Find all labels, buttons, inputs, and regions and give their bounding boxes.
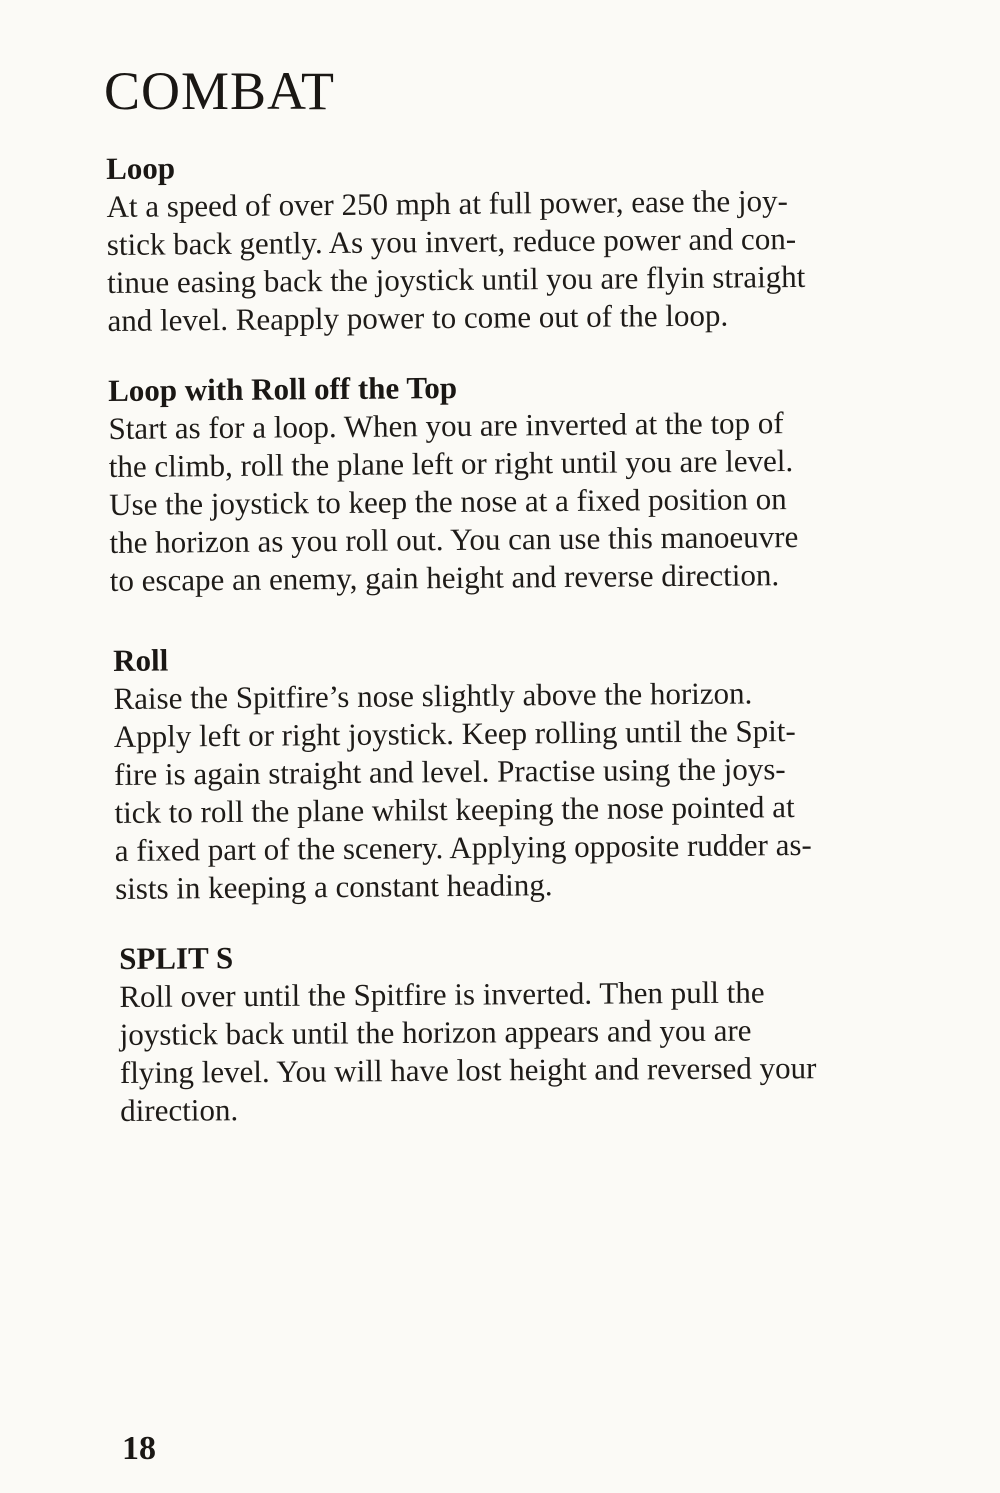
body-line: At a speed of over 250 mph at full power, ease the joy-: [106, 183, 789, 224]
section-loop-with-roll: [108, 365, 930, 600]
body-line: Start as for a loop. When you are inverted at the top of: [108, 405, 784, 446]
body-line: direction.: [120, 1092, 239, 1128]
body-line: the horizon as you roll out. You can use this manoeuvre: [109, 518, 799, 560]
section-heading: Loop: [106, 150, 176, 186]
section-split-s: [119, 934, 940, 1130]
section-body: [119, 972, 940, 1130]
body-line: joystick back until the horizon appears and you are: [119, 1012, 752, 1052]
body-line: and level. Reapply power to come out of the loop.: [107, 297, 729, 338]
section-heading: Roll: [113, 642, 169, 678]
body-line: sists in keeping a constant heading.: [114, 867, 553, 906]
section-body: [106, 181, 927, 340]
body-line: Use the joystick to keep the nose at a fixed position on: [109, 481, 787, 522]
body-line: Raise the Spitfire’s nose slightly above the horizon.: [113, 675, 753, 716]
section-heading: SPLIT S: [119, 940, 234, 976]
page-title: COMBAT: [104, 61, 336, 121]
body-line: fire is again straight and level. Practise using the joys-: [114, 751, 786, 792]
section-heading: Loop with Roll off the Top: [108, 369, 458, 408]
body-line: tick to roll the plane whilst keeping the nose pointed at: [114, 789, 795, 830]
section-body: [113, 673, 935, 908]
body-line: a fixed part of the scenery. Applying opposite rudder as-: [114, 826, 812, 868]
body-line: Apply left or right joystick. Keep rolling until the Spit-: [113, 713, 796, 754]
body-line: stick back gently. As you invert, reduce power and con-: [106, 220, 797, 262]
body-line: tinue easing back the joystick until you are flyin straight: [107, 258, 806, 300]
body-line: to escape an enemy, gain height and reverse direction.: [109, 557, 780, 598]
body-line: the climb, roll the plane left or right until you are level.: [108, 443, 794, 484]
section-body: [108, 403, 930, 600]
body-line: flying level. You will have lost height and reversed your: [119, 1050, 817, 1090]
page-number: 18: [122, 1430, 156, 1467]
section-roll: [113, 635, 935, 908]
body-line: Roll over until the Spitfire is inverted. Then pull the: [119, 974, 765, 1014]
section-loop: [106, 143, 928, 340]
